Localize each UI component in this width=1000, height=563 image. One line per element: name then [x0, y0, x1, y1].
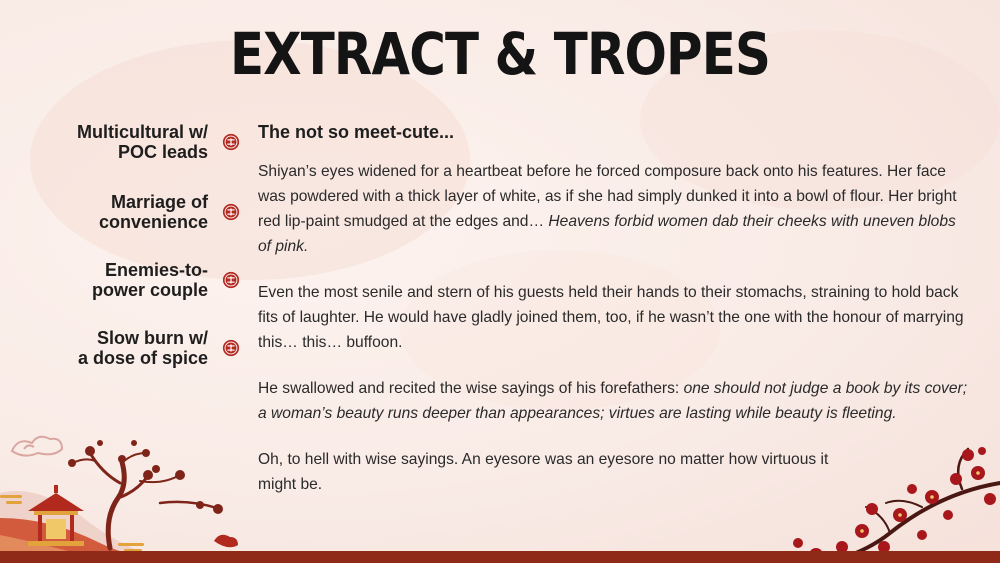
trope-item	[30, 260, 240, 300]
seal-icon	[222, 339, 240, 357]
extract-paragraph: Shiyan’s eyes widened for a heartbeat before he forced composure back onto his features. Her face was powdered with a thick layer of white, as if she had simply dunked it into a bowl of flour. Her bright red lip-paint smudged at the edges and… Heavens forbid women dab their cheeks with uneven blobs of pink.	[258, 163, 957, 255]
seal-icon	[222, 133, 240, 151]
trope-label: a dose of spice	[77, 348, 208, 368]
page-title: EXTRACT & TROPES	[229, 20, 771, 88]
cloud-icon	[12, 437, 62, 456]
extract-paragraph: He swallowed and recited the wise sayings of his forefathers: one should not judge a book by its cover; a woman’s beauty runs deeper than appearances; virtues are lasting while beauty is fleeting.	[258, 380, 968, 422]
trope-label: Enemies-to-	[104, 260, 208, 280]
pavilion-illustration	[0, 423, 260, 563]
trope-label: Multicultural w/	[76, 122, 208, 142]
extract-paragraph: Oh, to hell with wise sayings. An eyesore was an eyesore no matter how virtuous it might be.	[258, 451, 829, 493]
trope-label: convenience	[98, 212, 208, 232]
trope-item	[30, 122, 240, 162]
trope-item	[30, 192, 240, 232]
trope-label: Slow burn w/	[97, 328, 208, 348]
bottom-border	[0, 551, 1000, 563]
trope-label: power couple	[91, 280, 208, 300]
seal-icon	[222, 203, 240, 221]
extract-paragraph: Even the most senile and stern of his guests held their hands to their stomachs, straining to hold back fits of laughter. He would have gladly joined them, too, if he wasn’t the one with the honour of marrying this… this… buffoon.	[258, 284, 964, 351]
trope-item	[30, 328, 240, 368]
extract-heading: The not so meet-cute...	[258, 122, 455, 142]
plum-blossom-branch	[772, 443, 1000, 563]
seal-icon	[222, 271, 240, 289]
trope-label: Marriage of	[110, 192, 208, 212]
trope-label: POC leads	[117, 142, 208, 162]
